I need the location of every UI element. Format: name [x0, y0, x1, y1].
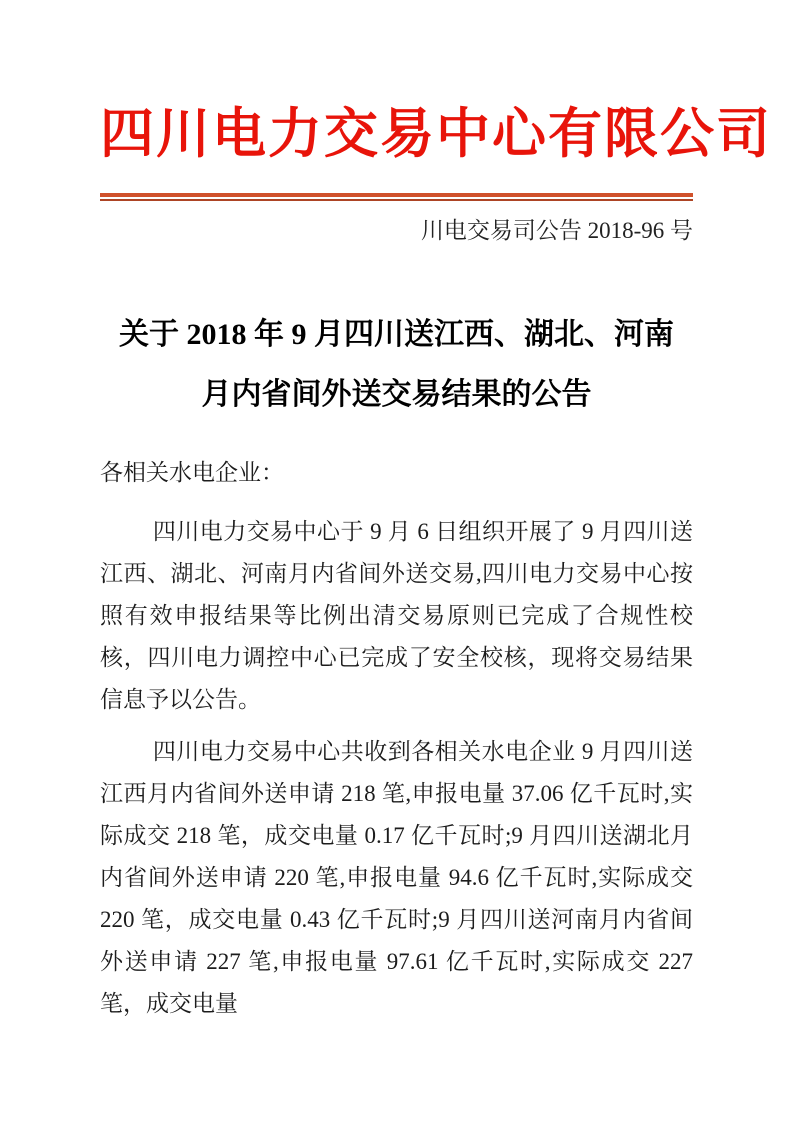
- announcement-title: [100, 305, 693, 425]
- letterhead-rule: [100, 193, 693, 201]
- paragraph-2: 四川电力交易中心共收到各相关水电企业 9 月四川送江西月内省间外送申请 218 笔,申报电量 37.06 亿千瓦时,实际成交 218 笔，成交电量 0.17 亿千瓦时;9 月四川送湖北月内省间外送申请 220 笔,申报电量 94.6 亿千瓦时,实际成交 220 笔，成交电量 0.43 亿千瓦时;9 月四川送河南月内省间外送申请 227 笔,申报电量 97.61 亿千瓦时,实际成交 227 笔，成交电量: [100, 738, 693, 1016]
- letterhead-rule-thin-line: [100, 199, 693, 201]
- document-content: [100, 104, 772, 1025]
- announcement-body: [100, 452, 693, 1025]
- doc-number: 川电交易司公告 2018-96 号: [420, 217, 693, 243]
- paragraph-1: 四川电力交易中心于 9 月 6 日组织开展了 9 月四川送江西、湖北、河南月内省间外送交易,四川电力交易中心按照有效申报结果等比例出清交易原则已完成了合规性校核，四川电力调控中心已完成了安全校核，现将交易结果信息予以公告。: [100, 518, 693, 712]
- announcement-title-line2: 月内省间外送交易结果的公告: [201, 377, 592, 411]
- salutation: 各相关水电企业：: [100, 459, 284, 485]
- letterhead-company-name: 四川电力交易中心有限公司: [100, 104, 772, 164]
- announcement-title-line1: 关于 2018 年 9 月四川送江西、湖北、河南: [119, 317, 674, 351]
